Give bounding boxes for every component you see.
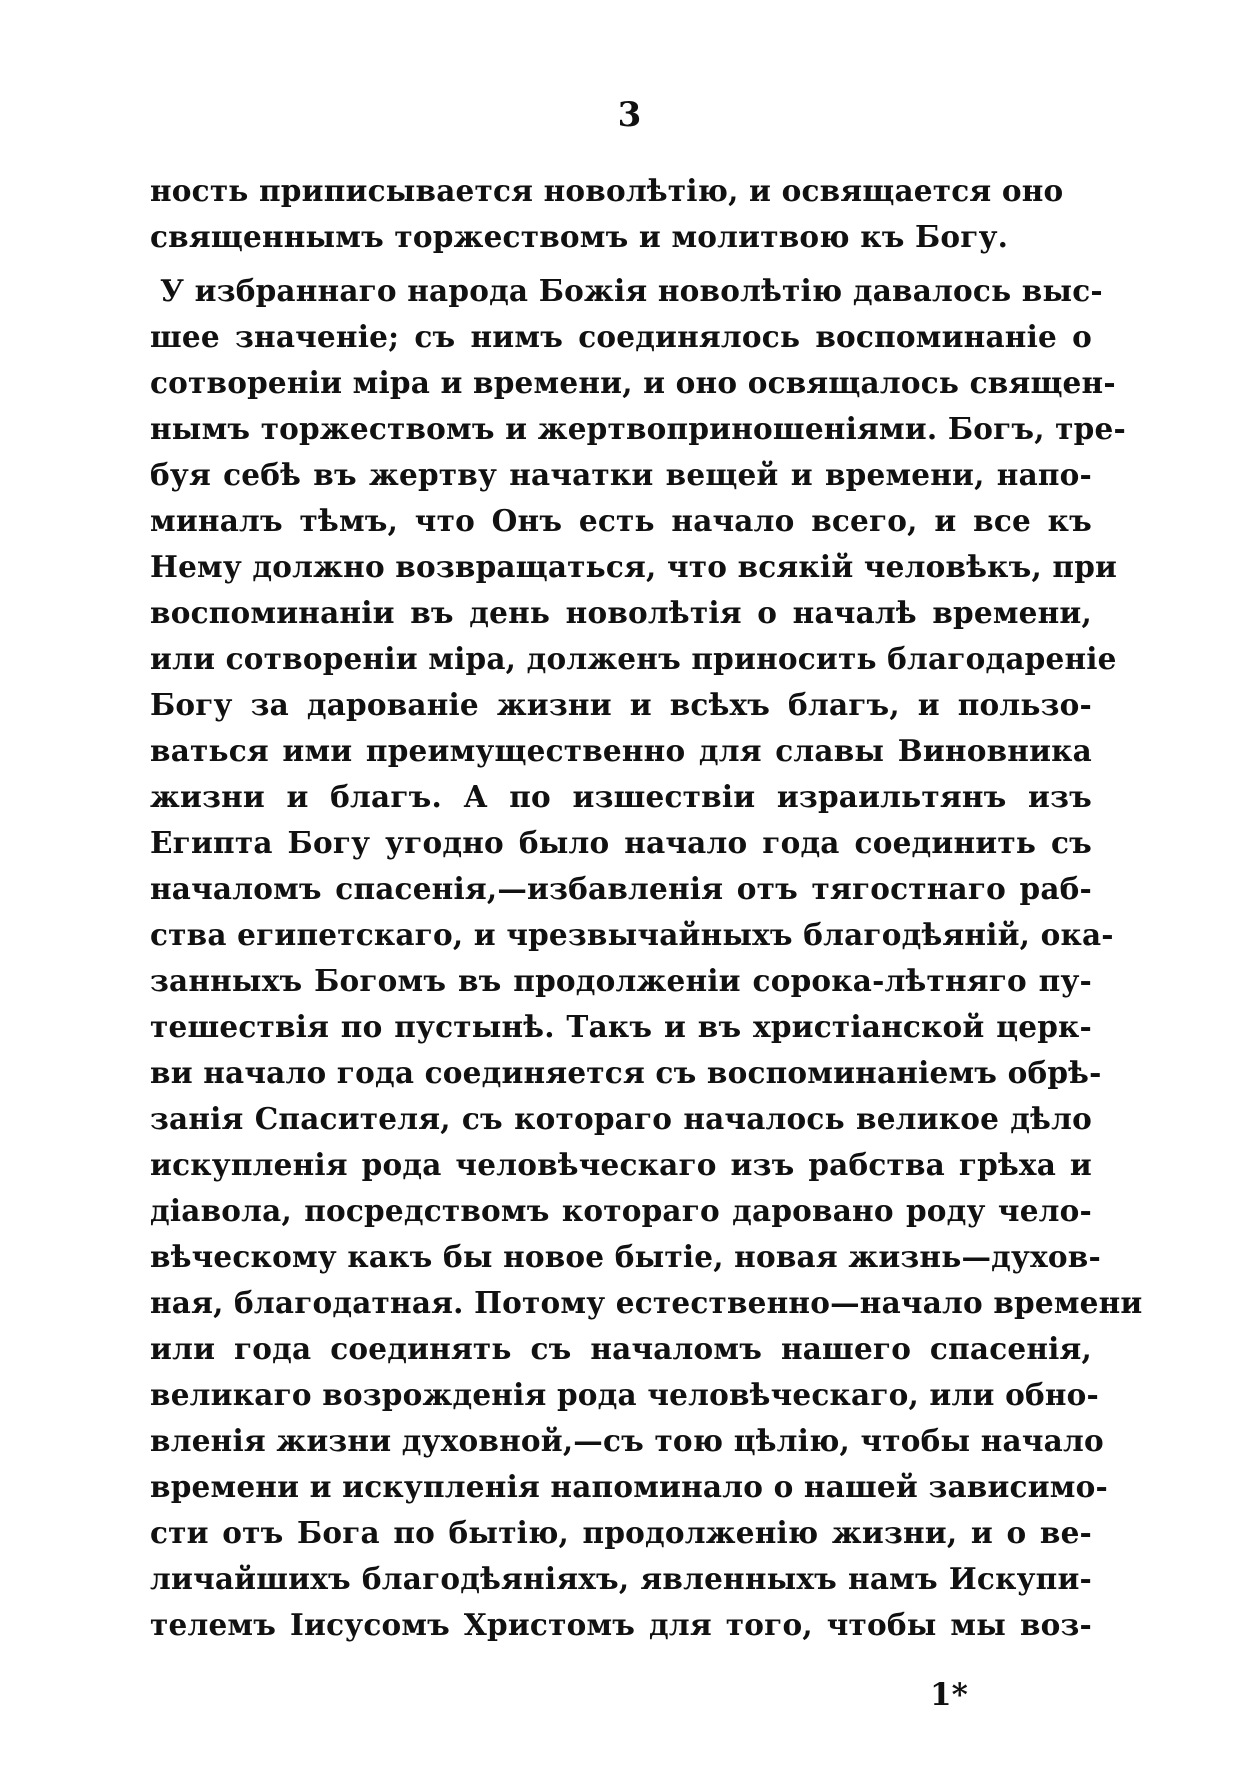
text-line: сотвореніи міра и времени, и оно освящалось священ- bbox=[150, 365, 1116, 400]
text-line: нымъ торжествомъ и жертвоприношеніями. Богъ, тре- bbox=[150, 411, 1126, 446]
text-line: вленія жизни духовной,—съ тою цѣлію, чтобы начало bbox=[150, 1423, 1104, 1458]
text-line: ства египетскаго, и чрезвычайныхъ благодѣяній, ока- bbox=[150, 917, 1114, 952]
text-line: ваться ими преимущественно для славы Виновника bbox=[150, 733, 1092, 768]
text-line: времени и искупленія напоминало о нашей зависимо- bbox=[150, 1469, 1108, 1504]
text-line: Египта Богу угодно было начало года соединить съ bbox=[150, 825, 1092, 860]
text-line: ви начало года соединяется съ воспоминаніемъ обрѣ- bbox=[150, 1055, 1102, 1090]
text-line: священнымъ торжествомъ и молитвою къ Богу. bbox=[150, 219, 1009, 254]
page-number: 3 bbox=[617, 95, 642, 135]
text-line: ная, благодатная. Потому естественно—начало времени bbox=[150, 1285, 1143, 1320]
text-line: великаго возрожденія рода человѣческаго, или обно- bbox=[150, 1377, 1099, 1412]
text-line: началомъ спасенія,—избавленія отъ тягостнаго раб- bbox=[150, 871, 1092, 906]
text-line: искупленія рода человѣческаго изъ рабства грѣха и bbox=[150, 1147, 1092, 1182]
text-line: тешествія по пустынѣ. Такъ и въ христіанской церк- bbox=[150, 1009, 1092, 1044]
text-line: шее значеніе; съ нимъ соединялось воспоминаніе о bbox=[150, 319, 1092, 354]
text-line: ность приписывается новолѣтію, и освящается оно bbox=[150, 173, 1064, 208]
text-line: вѣческому какъ бы новое бытіе, новая жизнь—духов- bbox=[150, 1239, 1101, 1274]
text-line: жизни и благъ. А по изшествіи израильтянъ изъ bbox=[150, 779, 1092, 814]
signature-mark: 1* bbox=[930, 1677, 968, 1713]
text-line: или года соединять съ началомъ нашего спасенія, bbox=[150, 1331, 1092, 1366]
text-line: сти отъ Бога по бытію, продолженію жизни, и о ве- bbox=[150, 1515, 1092, 1550]
text-line: миналъ тѣмъ, что Онъ есть начало всего, и все къ bbox=[150, 503, 1092, 538]
text-line: занія Спасителя, съ котораго началось великое дѣло bbox=[150, 1101, 1092, 1136]
text-line: буя себѣ въ жертву начатки вещей и времени, напо- bbox=[150, 457, 1092, 492]
paragraph-first-line: У избраннаго народа Божія новолѣтію давалось выс- bbox=[160, 273, 1103, 308]
text-line: воспоминаніи въ день новолѣтія о началѣ времени, bbox=[150, 595, 1092, 630]
text-line: Богу за дарованіе жизни и всѣхъ благъ, и пользо- bbox=[150, 687, 1092, 722]
body-text bbox=[150, 168, 1143, 1648]
text-line: телемъ Іисусомъ Христомъ для того, чтобы мы воз- bbox=[150, 1607, 1092, 1642]
text-line: или сотвореніи міра, долженъ приносить благодареніе bbox=[150, 641, 1117, 676]
text-line: личайшихъ благодѣяніяхъ, явленныхъ намъ Искупи- bbox=[150, 1561, 1092, 1596]
text-line: занныхъ Богомъ въ продолженіи сорока-лѣтняго пу- bbox=[150, 963, 1092, 998]
text-line: Нему должно возвращаться, что всякій человѣкъ, при bbox=[150, 549, 1118, 584]
text-line: діавола, посредствомъ котораго даровано роду чело- bbox=[150, 1193, 1092, 1228]
